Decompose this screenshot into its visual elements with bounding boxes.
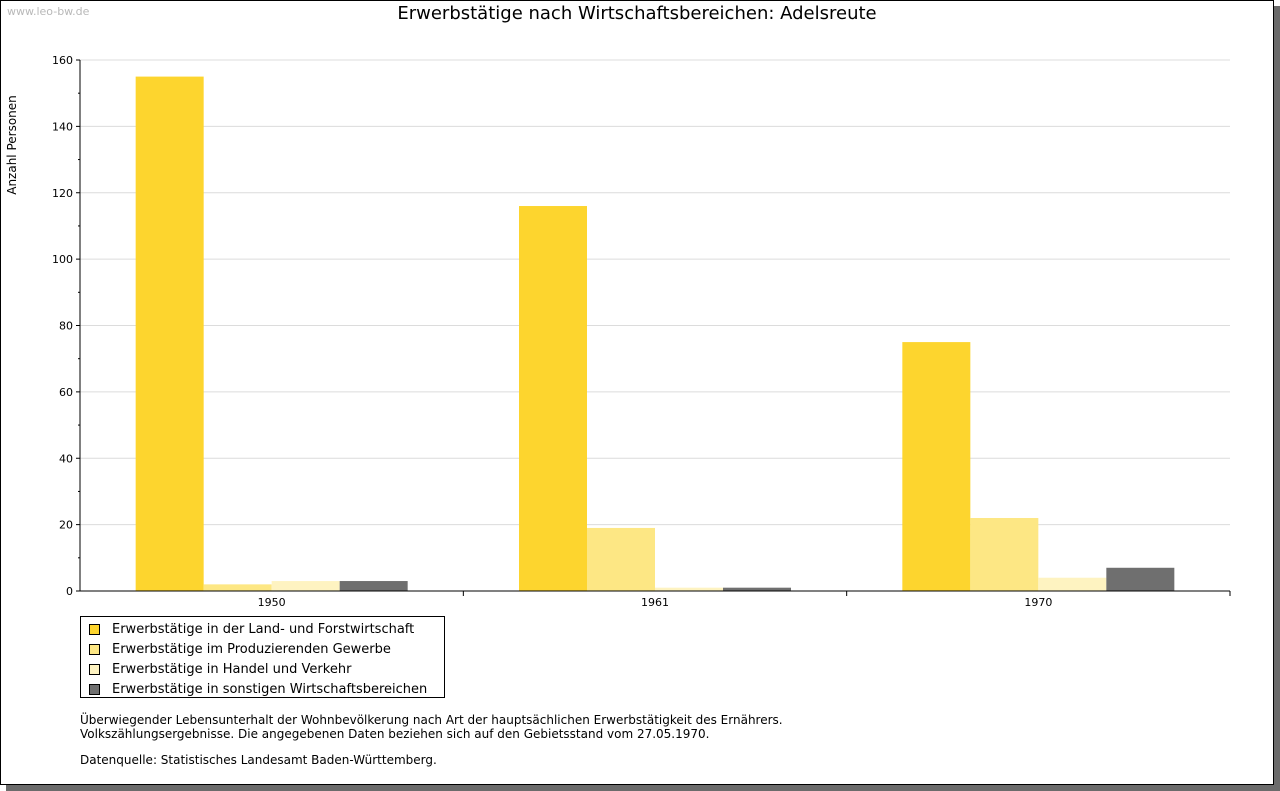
- legend-item: [89, 619, 414, 639]
- legend-swatch: [89, 624, 100, 635]
- y-tick-label: 120: [52, 186, 73, 200]
- bar: [1038, 578, 1106, 591]
- y-tick-label: 140: [52, 120, 73, 134]
- legend-label: Erwerbstätige in Handel und Verkehr: [112, 661, 352, 677]
- bar: [136, 77, 204, 591]
- bar: [970, 518, 1038, 591]
- legend-label: Erwerbstätige im Produzierenden Gewerbe: [112, 641, 391, 657]
- footnote-line-2: Volkszählungsergebnisse. Die angegebenen Daten beziehen sich auf den Gebietsstand vom 27.05.1970.: [80, 727, 710, 741]
- y-tick-label: 60: [59, 385, 73, 399]
- bar: [1106, 568, 1174, 591]
- legend-item: [89, 659, 351, 679]
- y-tick-label: 0: [66, 585, 73, 598]
- y-tick-label: 40: [59, 452, 73, 466]
- watermark: www.leo-bw.de: [7, 5, 90, 18]
- frame-shadow-bottom: [6, 785, 1280, 791]
- y-tick-label: 100: [52, 253, 73, 267]
- legend-label: Erwerbstätige in sonstigen Wirtschaftsbereichen: [112, 681, 428, 697]
- x-tick-label: 1970: [1024, 596, 1053, 609]
- bar: [587, 528, 655, 591]
- legend-swatch: [89, 644, 100, 655]
- legend-item: [89, 679, 427, 699]
- bar: [519, 206, 587, 591]
- bar: [204, 584, 272, 591]
- bar: [902, 342, 970, 591]
- x-tick-label: 1961: [641, 596, 669, 609]
- chart-legend: [80, 616, 445, 698]
- chart-title: Erwerbstätige nach Wirtschaftsbereichen: Adelsreute: [397, 3, 877, 24]
- y-tick-label: 20: [59, 518, 73, 532]
- y-tick-label: 160: [52, 54, 73, 67]
- legend-swatch: [89, 664, 100, 675]
- footnote-line-1: Überwiegender Lebensunterhalt der Wohnbevölkerung nach Art der hauptsächlichen Erwerbstätigkeit des Ernährers.: [80, 713, 783, 727]
- y-tick-label: 80: [59, 319, 73, 333]
- frame-shadow-right: [1274, 6, 1280, 791]
- legend-swatch: [89, 684, 100, 695]
- data-source: Datenquelle: Statistisches Landesamt Baden-Württemberg.: [80, 753, 437, 767]
- legend-label: Erwerbstätige in der Land- und Forstwirtschaft: [112, 621, 415, 637]
- bar: [340, 581, 408, 591]
- y-axis-label: Anzahl Personen: [5, 95, 19, 195]
- bar: [272, 581, 340, 591]
- x-tick-label: 1950: [257, 596, 286, 609]
- legend-item: [89, 639, 391, 659]
